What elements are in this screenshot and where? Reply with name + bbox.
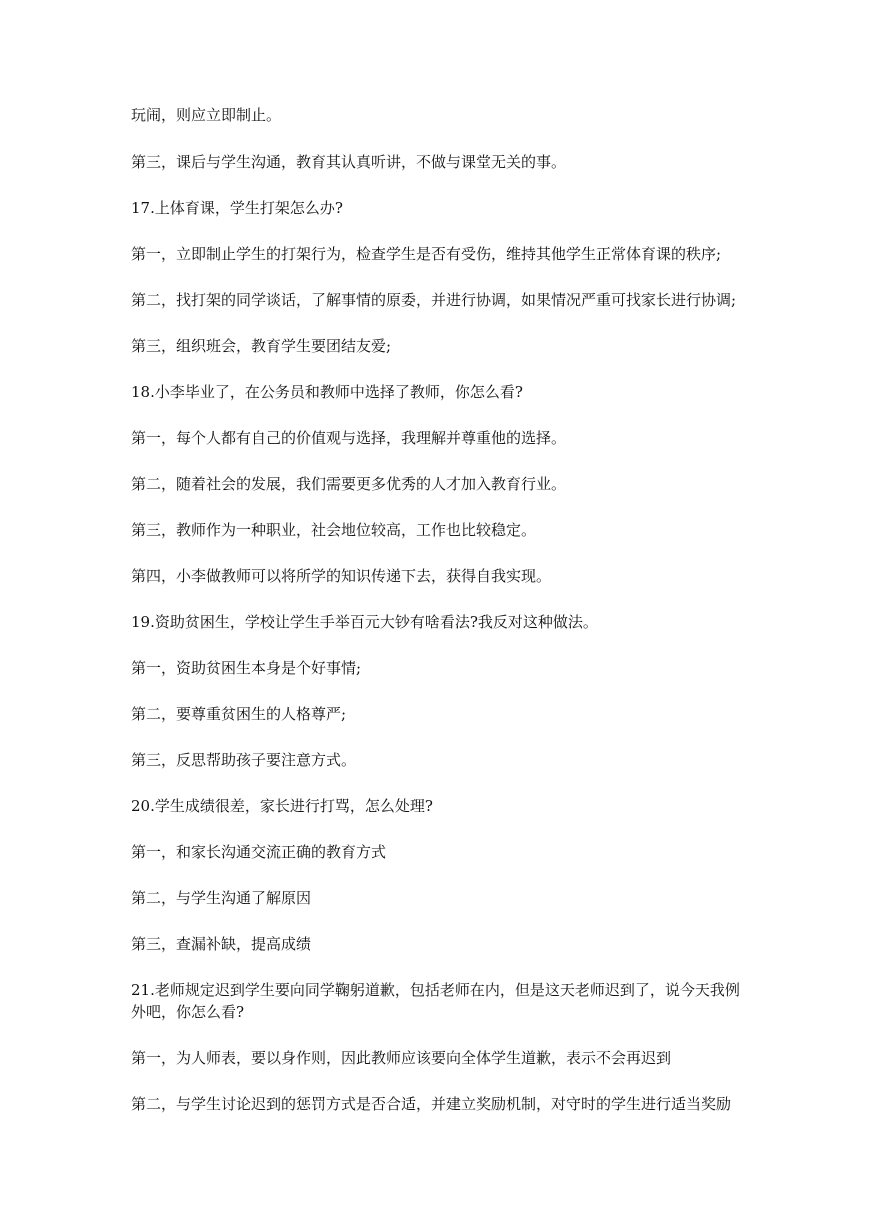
paragraph: 第二，与学生讨论迟到的惩罚方式是否合适，并建立奖励机制，对守时的学生进行适当奖励: [131, 1095, 732, 1113]
paragraph: 第一，和家长沟通交流正确的教育方式: [131, 843, 387, 861]
paragraph: 第三，反思帮助孩子要注意方式。: [131, 751, 357, 769]
question-heading: 19.资助贫困生，学校让学生手举百元大钞有啥看法?我反对这种做法。: [131, 613, 598, 631]
paragraph: 第三，查漏补缺，提高成绩: [131, 935, 312, 953]
question-heading: 20.学生成绩很差，家长进行打骂，怎么处理?: [131, 797, 433, 815]
paragraph: 第一，立即制止学生的打架行为，检查学生是否有受伤，维持其他学生正常体育课的秩序;: [131, 245, 722, 263]
paragraph: 第一，为人师表，要以身作则，因此教师应该要向全体学生道歉，表示不会再迟到: [131, 1049, 672, 1067]
paragraph: 第三，教师作为一种职业，社会地位较高，工作也比较稳定。: [131, 521, 537, 539]
paragraph: 第一，资助贫困生本身是个好事情;: [131, 659, 362, 677]
question-heading: 18.小李毕业了，在公务员和教师中选择了教师，你怎么看?: [131, 383, 523, 401]
question-heading: 17.上体育课，学生打架怎么办?: [131, 199, 343, 217]
paragraph: 第二，随着社会的发展，我们需要更多优秀的人才加入教育行业。: [131, 475, 567, 493]
paragraph: 第三，组织班会，教育学生要团结友爱;: [131, 337, 392, 355]
paragraph: 第二，找打架的同学谈话，了解事情的原委，并进行协调，如果情况严重可找家长进行协调;: [131, 291, 737, 309]
paragraph: 玩闹，则应立即制止。: [131, 106, 282, 124]
paragraph: 第一，每个人都有自己的价值观与选择，我理解并尊重他的选择。: [131, 429, 567, 447]
paragraph: 第三，课后与学生沟通，教育其认真听讲，不做与课堂无关的事。: [131, 153, 567, 171]
paragraph: 第二，与学生沟通了解原因: [131, 889, 312, 907]
paragraph: 第二，要尊重贫困生的人格尊严;: [131, 705, 347, 723]
question-heading: 21.老师规定迟到学生要向同学鞠躬道歉，包括老师在内，但是这天老师迟到了，说今天我例外吧，你怎么看?: [131, 981, 740, 1021]
paragraph: 第四，小李做教师可以将所学的知识传递下去，获得自我实现。: [131, 567, 552, 585]
